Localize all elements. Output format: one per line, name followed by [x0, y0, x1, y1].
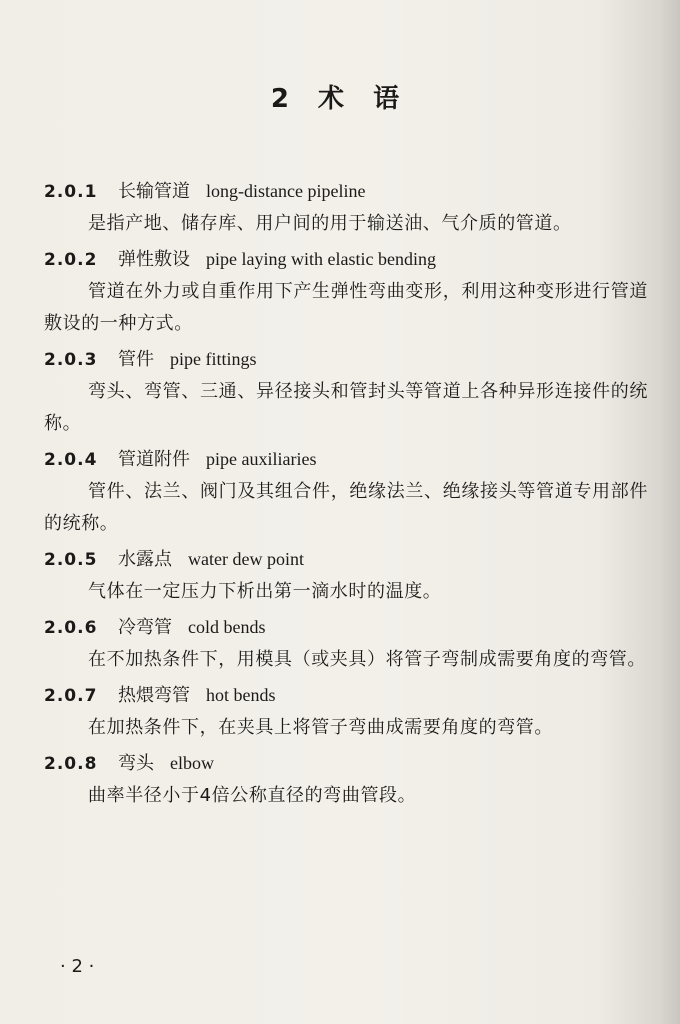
terms-list [44, 174, 648, 814]
term-english: cold bends [188, 617, 266, 637]
term-heading [44, 242, 648, 276]
term-definition: 在加热条件下，在夹具上将管子弯曲成需要角度的弯管。 [88, 717, 553, 738]
term-chinese: 热煨弯管 [118, 685, 190, 706]
term-definition: 管件、法兰、阀门及其组合件，绝缘法兰、绝缘接头等管道专用部件的统称。 [44, 481, 648, 534]
section-title: 2 术 语 [270, 84, 410, 114]
term-definition: 气体在一定压力下析出第一滴水时的温度。 [88, 581, 442, 602]
term-definition: 弯头、弯管、三通、异径接头和管封头等管道上各种异形连接件的统称。 [44, 381, 648, 434]
term-english: pipe fittings [170, 349, 257, 369]
term-number: 2.0.3 [44, 350, 98, 370]
term-definition: 曲率半径小于4倍公称直径的弯曲管段。 [88, 785, 417, 806]
term-chinese: 长输管道 [118, 181, 190, 202]
term-heading [44, 342, 648, 376]
term-entry [44, 242, 648, 340]
term-definition: 是指产地、储存库、用户间的用于输送油、气介质的管道。 [88, 213, 572, 234]
term-english: long-distance pipeline [206, 181, 366, 201]
term-chinese: 管道附件 [118, 449, 190, 470]
term-heading [44, 610, 648, 644]
term-number: 2.0.5 [44, 550, 98, 570]
term-entry [44, 610, 648, 676]
term-chinese: 弯头 [118, 753, 154, 774]
page-number: · 2 · [60, 956, 95, 977]
term-english: hot bends [206, 685, 276, 705]
term-english: pipe auxiliaries [206, 449, 317, 469]
term-entry [44, 442, 648, 540]
term-chinese: 管件 [118, 349, 154, 370]
term-definition: 管道在外力或自重作用下产生弹性弯曲变形，利用这种变形进行管道敷设的一种方式。 [44, 281, 648, 334]
term-number: 2.0.8 [44, 754, 98, 774]
term-chinese: 冷弯管 [118, 617, 172, 638]
term-chinese: 水露点 [118, 549, 172, 570]
term-number: 2.0.2 [44, 250, 98, 270]
term-english: water dew point [188, 549, 304, 569]
term-number: 2.0.4 [44, 450, 98, 470]
term-entry [44, 678, 648, 744]
term-number: 2.0.1 [44, 182, 98, 202]
term-heading [44, 542, 648, 576]
term-heading [44, 746, 648, 780]
term-heading [44, 442, 648, 476]
term-chinese: 弹性敷设 [118, 249, 190, 270]
term-entry [44, 542, 648, 608]
term-number: 2.0.6 [44, 618, 98, 638]
term-heading [44, 174, 648, 208]
term-heading [44, 678, 648, 712]
term-definition: 在不加热条件下，用模具（或夹具）将管子弯制成需要角度的弯管。 [88, 649, 646, 670]
term-entry [44, 746, 648, 812]
term-english: pipe laying with elastic bending [206, 249, 436, 269]
term-entry [44, 342, 648, 440]
term-entry [44, 174, 648, 240]
term-number: 2.0.7 [44, 686, 98, 706]
term-english: elbow [170, 753, 214, 773]
